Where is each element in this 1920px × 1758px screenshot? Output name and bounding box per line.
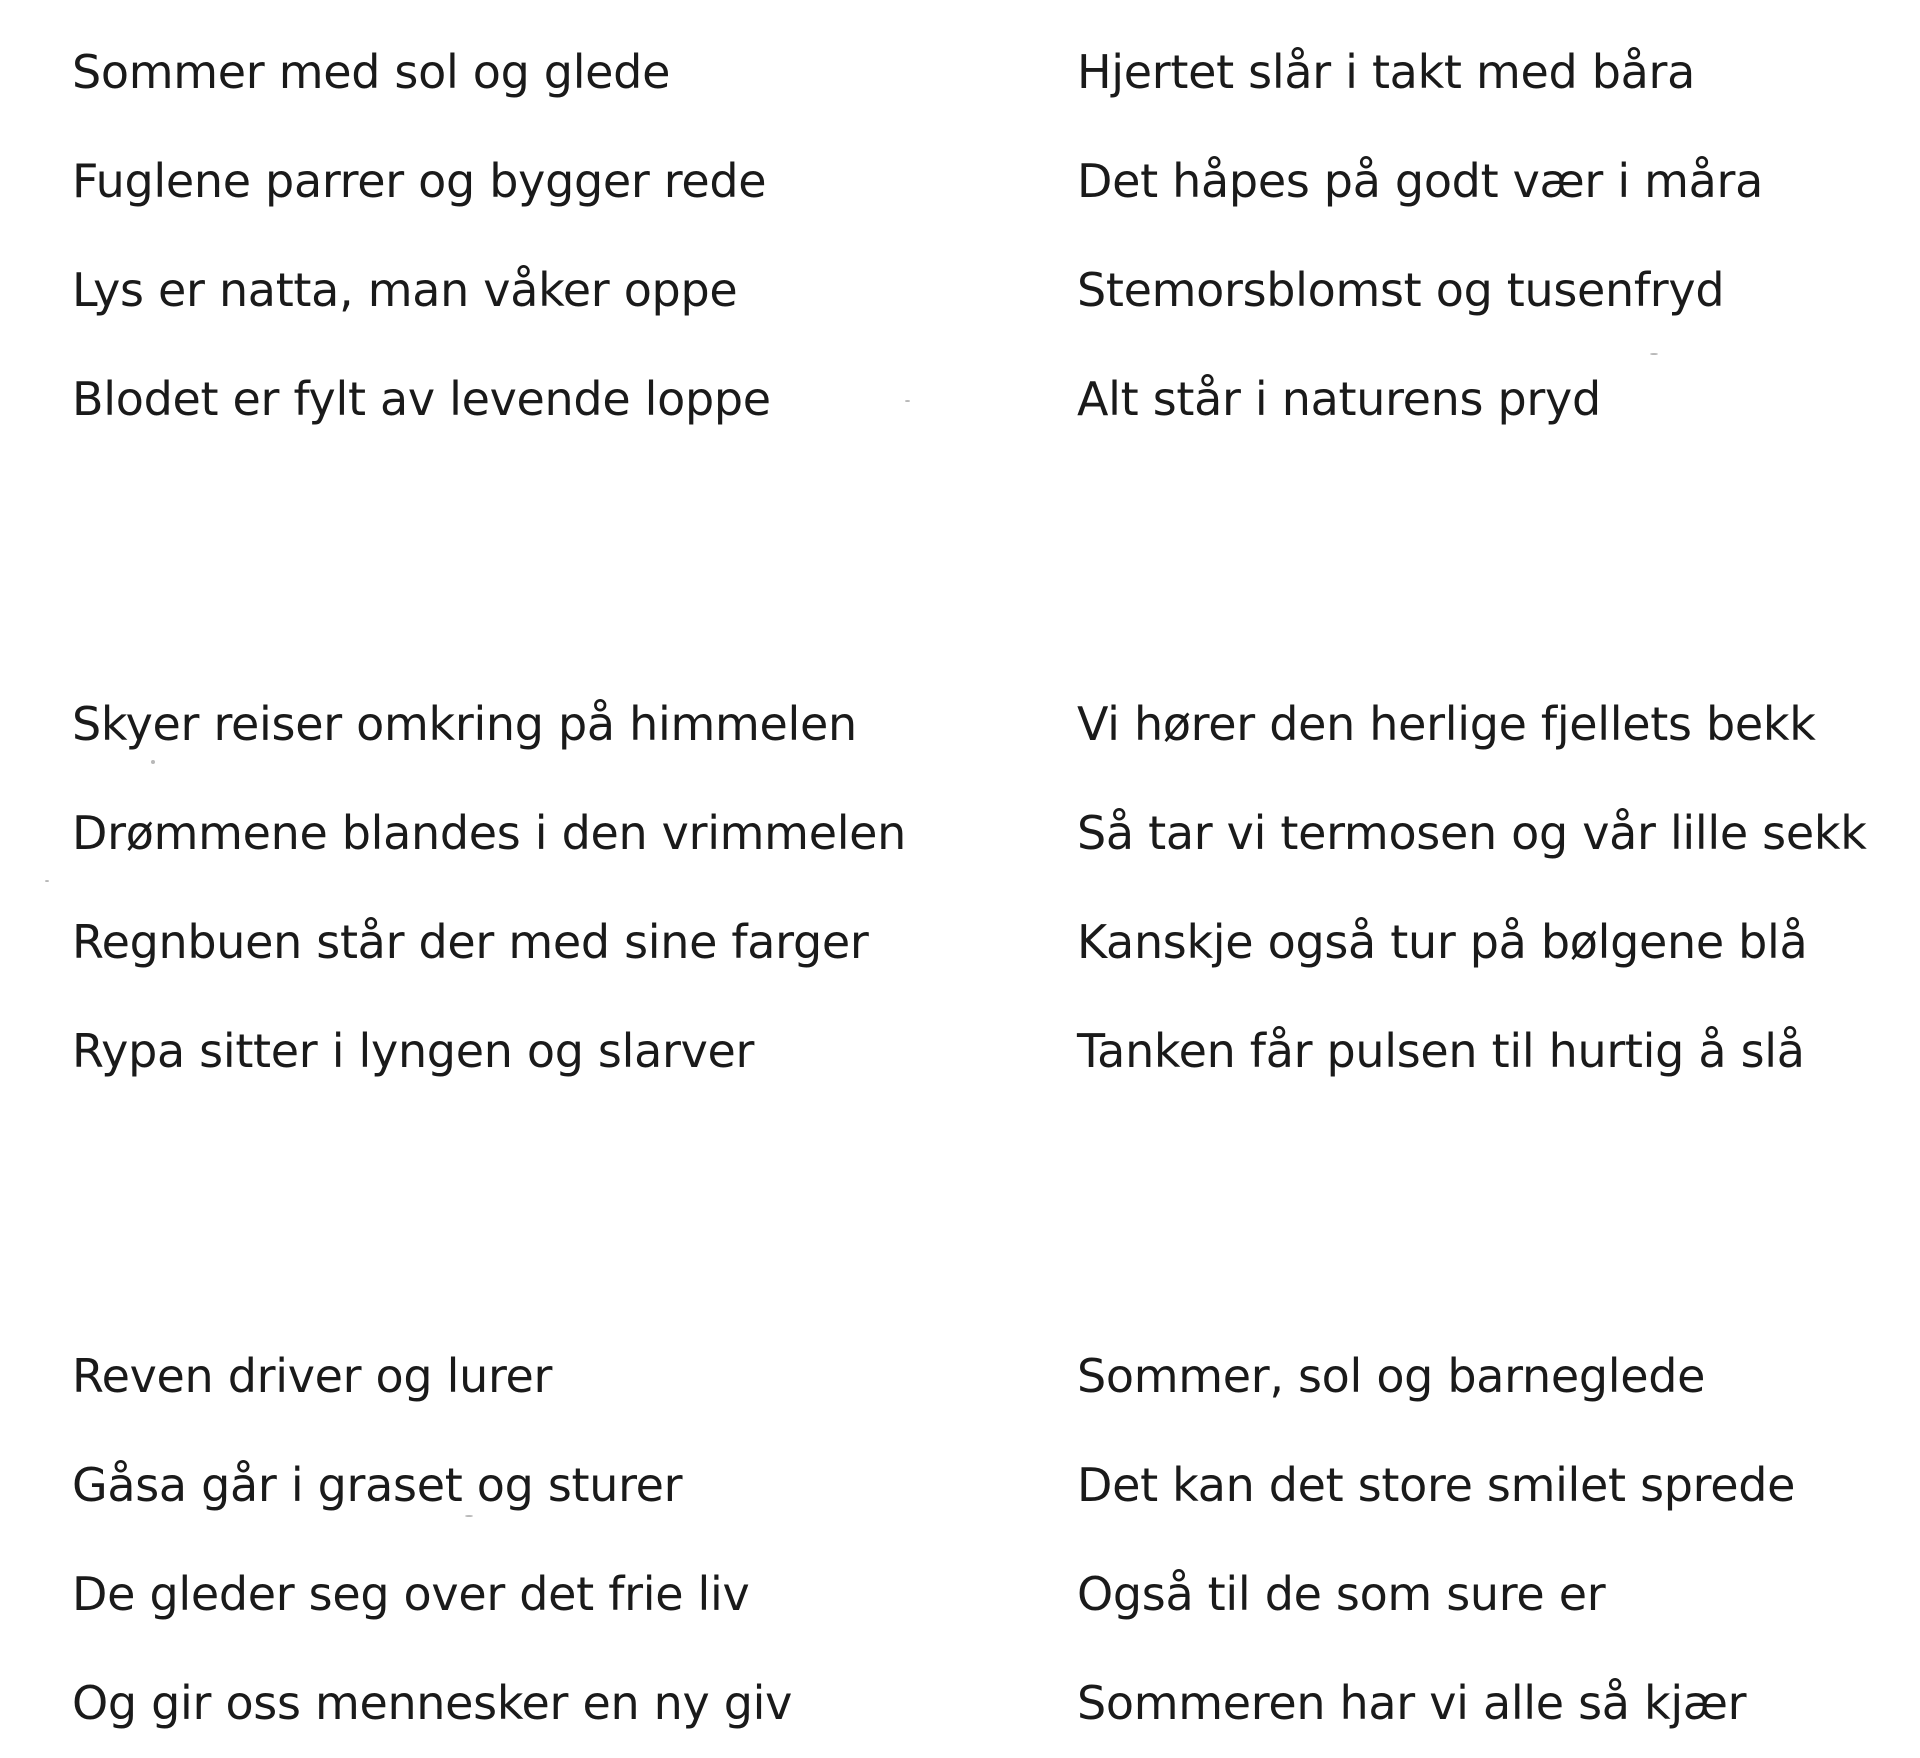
scan-speck	[465, 1515, 473, 1517]
stanza-right-2	[1077, 670, 1897, 1106]
stanza-right-1	[1077, 18, 1897, 454]
poem-line: Kanskje også tur på bølgene blå	[1077, 915, 1808, 969]
scan-speck	[151, 760, 155, 764]
stanza-left-1	[72, 18, 1032, 454]
poem-line: Sommeren har vi alle så kjær	[1077, 1676, 1747, 1730]
poem-line: Stemorsblomst og tusenfryd	[1077, 263, 1725, 317]
poem-line: Sommer, sol og barneglede	[1077, 1349, 1706, 1403]
scan-speck	[905, 400, 910, 402]
stanza-right-3	[1077, 1322, 1897, 1758]
poem-line: De gleder seg over det frie liv	[72, 1567, 750, 1621]
poem-line: Reven driver og lurer	[72, 1349, 553, 1403]
scan-speck	[1650, 353, 1658, 355]
poem-line: Hjertet slår i takt med båra	[1077, 45, 1695, 99]
poem-line: Drømmene blandes i den vrimmelen	[72, 806, 907, 860]
poem-line: Rypa sitter i lyngen og slarver	[72, 1024, 755, 1078]
poem-line: Alt står i naturens pryd	[1077, 372, 1601, 426]
poem-line: Også til de som sure er	[1077, 1567, 1606, 1621]
poem-right-column	[1077, 18, 1897, 1758]
poem-line: Fuglene parrer og bygger rede	[72, 154, 767, 208]
stanza-left-3	[72, 1322, 1032, 1758]
poem-line: Det kan det store smilet sprede	[1077, 1458, 1796, 1512]
poem-line: Og gir oss mennesker en ny giv	[72, 1676, 793, 1730]
poem-line: Sommer med sol og glede	[72, 45, 671, 99]
poem-line: Regnbuen står der med sine farger	[72, 915, 869, 969]
poem-line: Vi hører den herlige fjellets bekk	[1077, 697, 1816, 751]
poem-line: Så tar vi termosen og vår lille sekk	[1077, 806, 1867, 860]
scan-speck	[45, 880, 49, 882]
poem-line: Gåsa går i graset og sturer	[72, 1458, 683, 1512]
poem-line: Det håpes på godt vær i måra	[1077, 154, 1764, 208]
stanza-left-2	[72, 670, 1032, 1106]
poem-line: Skyer reiser omkring på himmelen	[72, 697, 857, 751]
poem-line: Tanken får pulsen til hurtig å slå	[1077, 1024, 1805, 1078]
poem-line: Lys er natta, man våker oppe	[72, 263, 738, 317]
poem-left-column	[72, 18, 1032, 1758]
poem-line: Blodet er fylt av levende loppe	[72, 372, 771, 426]
